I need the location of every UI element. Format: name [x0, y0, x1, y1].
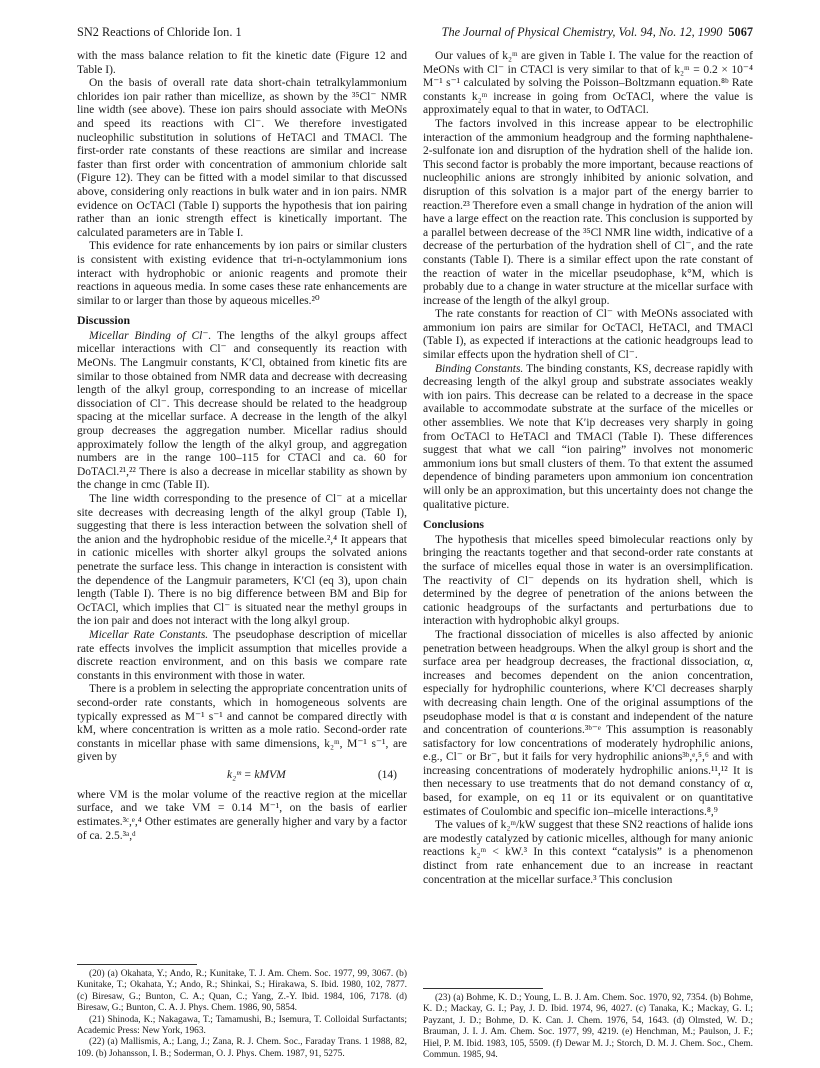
subsection-heading: Binding Constants. — [435, 362, 524, 375]
paragraph — [423, 363, 753, 513]
equation-14 — [77, 769, 407, 785]
paragraph: There is a problem in selecting the appropriate concentration units of second-order rate constants, which in homogeneous solvents are typically expressed as M⁻¹ s⁻¹ and cannot be compared directly with kM, where concentration is written as a mole ratio. Second-order rate constants in micellar phase with same dimensions, k₂ᵐ, M⁻¹ s⁻¹, are given by — [77, 683, 407, 764]
paragraph: The factors involved in this increase appear to be electrophilic interaction of the ammonium headgroup and the forming naphthalene-2-sulfonate ion and disruption of the hydration shell of the halide ion. This second factor is probably the more important, because reactions of nucleophilic anions are strongly inhibited by anionic solvation, and disruption of this solvation is a major part of the energy barrier to reaction.²³ Therefore even a small change in hydration of the anion will have a large effect on the reaction rate. This conclusion is supported by a parallel between decrease of the ³⁵Cl NMR line width, indicative of a decrease of the perturbation of the hydration shell of Cl⁻, and the rate constants (Table I). There is a similar effect upon the rate constant of the reaction of water in the micellar pseudophase, k°M, which is probably due to a change in water structure at the micellar surface with increase of the length of the alkyl group. — [423, 117, 753, 307]
paragraph: The hypothesis that micelles speed bimolecular reactions only by bringing the reactants together and that second-order rate constants at the surface of micelles equal those in water is an oversimplification. The reactivity of Cl⁻ depends on its hydration shell, which is determined by the degree of penetration of the anions between the cationic headgroups of the surfactants and perturbations due to interaction with hydrophobic alkyl groups. — [423, 533, 753, 628]
paragraph-body: The lengths of the alkyl groups affect micellar interactions with Cl⁻ and consequently its reaction with MeONs. The Langmuir constants, K′Cl, obtained from kinetic fits are similar to those obtained from NMR data and decrease with decreasing length of the alkyl group, corresponding to an increase of micellar dissociation of Cl⁻. This decrease should be related to the headgroup spacing at the micellar surface. A decrease in the length of the alkyl group decreases the aggregation number. Micellar radius should approximately follow the length of the alkyl group, and aggregation numbers are in the range 100–115 for CTACl and ca. 60 for DoTACl.²¹,²² There is also a decrease in micellar stability as shown by the change in cmc (Table II). — [77, 329, 407, 492]
paragraph: On the basis of overall rate data short-chain tetralkylammonium chlorides ion pair rather than micellize, as shown by the ³⁵Cl⁻ NMR line width (see above). These ion pairs should associate with MeONs and speed its reactions with Cl⁻. We therefore investigated nucleophilic substitution in solutions of HeTACl and TMACl. The first-order rate constants of these reactions are similar and increase faster than first order with concentration of ammonium chloride salt (Figure 12). They can be fitted with a model similar to that discussed above, considering only reactions in bulk water and in ion pairs. NMR evidence on OcTACl (Table I) supports the hypothesis that ion pairing rather than an ionic strength effect is kinetically important. The calculated parameters are in Table I. — [77, 77, 407, 239]
paragraph-body: The binding constants, KS, decrease rapidly with decreasing length of the alkyl group and substrate associates weakly with ion pairs. This decrease can be related to a decrease in the space available to accommodate substrate at the surface of the micelles or other assemblies. We note that K′ip decreases very sharply in going from OcTACl to HeTACl and TMACl (Table I). These differences suggest that what we call “ion pairing” involves not monomeric ammonium ions but small clusters of them. To that extent the assumed dependence of binding parameters upon ammonium ion concentration will only be an approximation, but this uncertainty does not change the qualitative picture. — [423, 362, 753, 511]
footnote: (22) (a) Mallismis, A.; Lang, J.; Zana, R. J. Chem. Soc., Faraday Trans. 1 1988, 82, 109. (b) Johansson, I. B.; Soderman, O. J. Phys. Chem. 1987, 91, 5275. — [77, 1037, 407, 1059]
equation-number: (14) — [377, 768, 397, 781]
paragraph: This evidence for rate enhancements by ion pairs or similar clusters is consistent with existing evidence that tri-n-octylammonium ions interact with hydrophobic or anionic reagents and promote their reactions in aqueous media. In some cases these rate enhancements are similar to or larger than those by aqueous micelles.²⁰ — [77, 240, 407, 307]
journal-citation — [442, 24, 753, 40]
equation-body: k₂ᵐ = kMVM — [227, 768, 286, 781]
footnote-rule — [77, 964, 197, 965]
section-heading-conclusions: Conclusions — [423, 517, 484, 532]
footnote: (20) (a) Okahata, Y.; Ando, R.; Kunitake, T. J. Am. Chem. Soc. 1977, 99, 3067. (b) Kunitake, T.; Okahata, Y.; Ando, R.; Shinkai, S.; Hirakawa, S. Ibid. 1980, 102, 7877. (c) Biresaw, G.; Bunton, C. A.; Quan, C.; Yang, Z.-Y. Ibid. 1984, 106, 7178. (d) Biresaw, G.; Bunton, C. A. J. Phys. Chem. 1986, 90, 5854. — [77, 969, 407, 1014]
running-header — [77, 24, 753, 40]
paragraph: The fractional dissociation of micelles is also affected by anionic penetration between headgroups. When the alkyl group is short and the surface area per headgroup decreases, the fractional dissociation, α, increases and becomes dependent on the anion concentration, especially for hydrophilic counterions, where K′Cl decreases sharply with decreasing chain length. One of the original assumptions of the pseudophase model is that α is constant and independent of the nature and concentration of counterions.³ᵇ⁻ᵉ This assumption is reasonably satisfactory for low concentrations of moderately hydrophilic anions, e.g., Cl⁻ or Br⁻, but it fails for very hydrophilic anions³ᵇ,ᵉ,⁵,⁶ and with increasing concentrations of moderately hydrophilic anions.¹¹,¹² It is then necessary to use treatments that do not demand constancy of α, based, for example, on eq 11 or its equivalent or on quantitative estimates of Coulombic and specific ion–micelle interactions.⁸,⁹ — [423, 628, 753, 818]
paragraph — [77, 330, 407, 493]
footnote: (23) (a) Bohme, K. D.; Young, L. B. J. Am. Chem. Soc. 1970, 92, 7354. (b) Bohme, K. D.; Mackay, G. I.; Pay, J. D. Ibid. 1974, 96, 4027. (c) Tanaka, K.; Mackay, G. I.; Payzant, J. D.; Bohme, D. K. Can. J. Chem. 1976, 54, 1643. (d) Olmsted, W. D.; Brauman, J. I. J. Am. Chem. Soc. 1977, 99, 4219. (e) Henchman, M.; Paulson, J. F.; Hiel, P. M. Ibid. 1983, 105, 5509. (f) Dewar M. J.; Storch, D. M. J. Chem. Soc., Chem. Commun. 1985, 94. — [423, 993, 753, 1061]
subsection-heading: Micellar Binding of Cl⁻. — [89, 329, 212, 342]
running-title: SN2 Reactions of Chloride Ion. 1 — [77, 25, 242, 39]
left-column — [77, 50, 407, 843]
journal-name: The Journal of Physical Chemistry, Vol. 94, No. 12, 1990 — [441, 25, 723, 39]
footnote: (21) Shinoda, K.; Nakagawa, T.; Tamamushi, B.; Isemura, T. Colloidal Surfactants; Academic Press: New York, 1963. — [77, 1014, 407, 1037]
footnote-rule — [423, 988, 543, 989]
right-column — [423, 50, 753, 887]
paragraph: The rate constants for reaction of Cl⁻ with MeONs associated with ammonium ion pairs are similar for OcTACl, HeTACl, and TMACl (Table I), as expected if interactions at the cationic headgroups lead to similar effects upon the hydration shell of Cl⁻. — [423, 308, 753, 362]
page-number: 5067 — [728, 25, 753, 39]
subsection-heading: Micellar Rate Constants. — [89, 628, 209, 641]
section-heading-discussion: Discussion — [77, 313, 131, 328]
paragraph-body: The pseudophase description of micellar rate effects involves the implicit assumption that micelles provide a discrete reaction environment, and on this basis we compare rate constants in this environment with those in water. — [77, 628, 407, 682]
footnotes-left — [77, 964, 407, 1060]
paragraph: with the mass balance relation to fit the kinetic date (Figure 12 and Table I). — [77, 50, 407, 76]
paragraph: where VM is the molar volume of the reactive region at the micellar surface, and we take VM = 0.14 M⁻¹, on the basis of earlier estimates.³ᶜ,ᵉ,⁴ Other estimates are generally higher and vary by a factor of ca. 2.5.³ᵃ,ᵈ — [77, 788, 407, 842]
paragraph: Our values of k₂ᵐ are given in Table I. The value for the reaction of MeONs with Cl⁻ in CTACl is very similar to that of k₂ᵐ = 0.2 × 10⁻⁴ M⁻¹ s⁻¹ calculated by solving the Poisson–Boltzmann equation.⁸ᵇ Rate constants k₂ᵐ increase in going from OcTACl, where the value is approximately equal to that in water, to OdTACl. — [423, 50, 753, 117]
footnotes-right — [423, 988, 753, 1061]
paragraph: The line width corresponding to the presence of Cl⁻ at a micellar site decreases with decreasing length of the alkyl group (Table I), suggesting that there is less interaction between the solvation shell of the anion and the hydrophobic residue of the micelle.²,⁴ It appears that in cationic micelles with shorter alkyl groups the solvated anions penetrate the surface less. This change in interaction is consistent with the dependence of the Langmuir parameters, K′Cl (eq 3), upon chain length (Table I). There is no big difference between BM and Bip for OcTACl, which implies that Cl⁻ is situated near the methyl groups in the ion pair and does not interact with the long alkyl group. — [77, 493, 407, 628]
paragraph: The values of k₂ᵐ/kW suggest that these SN2 reactions of halide ions are modestly catalyzed by cationic micelles, although for many anionic reactions k₂ᵐ < kW.³ In this context “catalysis” is a phenomenon distinct from rate enhancement due to an increase in reactant concentration at the micellar surface.³ This conclusion — [423, 819, 753, 886]
paragraph — [77, 629, 407, 683]
